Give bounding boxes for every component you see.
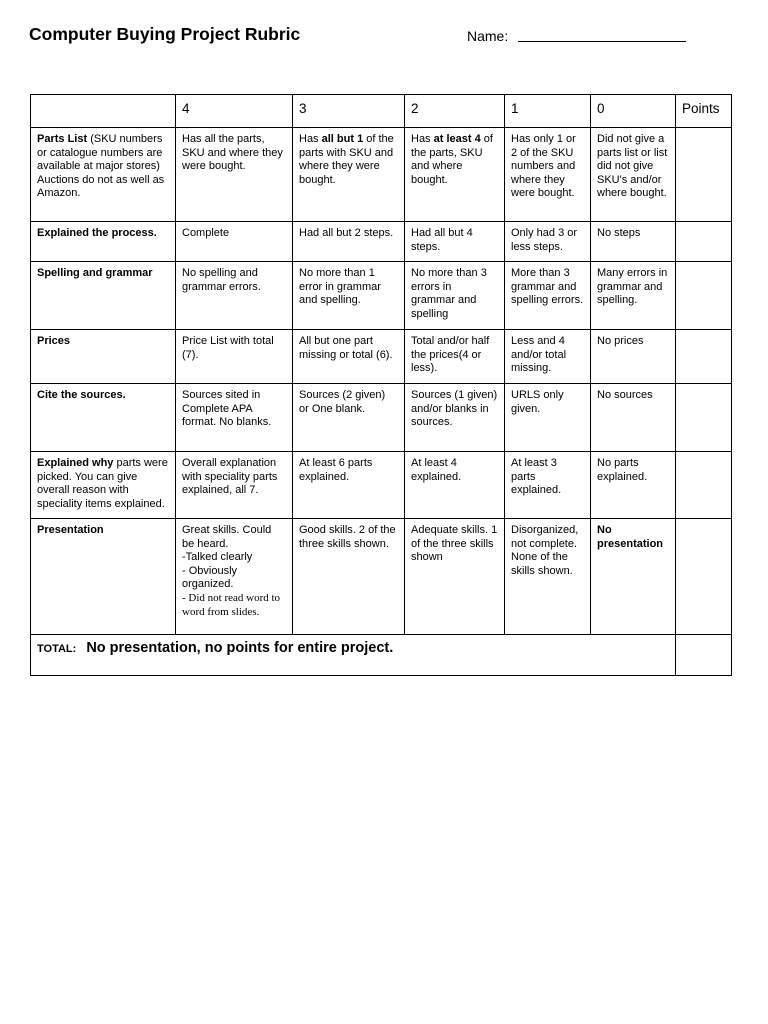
score-2-cell (405, 128, 505, 222)
cell-text: of the parts with SKU and where they were bought. (299, 133, 394, 186)
criterion-explained-why (31, 452, 176, 519)
score-0-cell: No steps (591, 222, 676, 262)
page-title: Computer Buying Project Rubric (29, 24, 301, 44)
score-3-cell: Had all but 2 steps. (293, 222, 405, 262)
score-4-cell: No spelling and grammar errors. (176, 262, 293, 330)
header-cell-2: 2 (405, 95, 505, 128)
score-4-cell (176, 519, 293, 635)
score-0-cell: Many errors in grammar and spelling. (591, 262, 676, 330)
points-cell[interactable] (676, 222, 732, 262)
cell-line: Great skills. Could be heard. (182, 524, 272, 550)
score-2-cell: Adequate skills. 1 of the three skills shown (405, 519, 505, 635)
header-cell-1: 1 (505, 95, 591, 128)
score-0-cell: No sources (591, 384, 676, 452)
row-explained-why (31, 452, 732, 519)
score-2-cell: No more than 3 errors in grammar and spelling (405, 262, 505, 330)
header-row (31, 95, 732, 128)
cell-emphasis: all but 1 (321, 133, 364, 145)
header-cell-criterion (31, 95, 176, 128)
total-cell (31, 635, 676, 676)
name-label: Name: (467, 28, 509, 44)
cell-text: of the parts, SKU and where bought. (411, 133, 493, 186)
criterion-bold: Explained why (37, 457, 114, 469)
points-cell[interactable] (676, 330, 732, 384)
row-spelling (31, 262, 732, 330)
score-3-cell: All but one part missing or total (6). (293, 330, 405, 384)
name-blank-line[interactable] (518, 41, 686, 42)
score-3-cell: At least 6 parts explained. (293, 452, 405, 519)
score-3-cell: Good skills. 2 of the three skills shown. (293, 519, 405, 635)
criterion-bold: Parts List (37, 133, 88, 145)
score-1-cell: At least 3 parts explained. (505, 452, 591, 519)
score-2-cell: Had all but 4 steps. (405, 222, 505, 262)
points-cell[interactable] (676, 519, 732, 635)
row-parts-list (31, 128, 732, 222)
rubric-table (30, 94, 732, 676)
score-2-cell: At least 4 explained. (405, 452, 505, 519)
header-cell-3: 3 (293, 95, 405, 128)
score-3-cell: No more than 1 error in grammar and spelling. (293, 262, 405, 330)
total-label: TOTAL: (37, 643, 77, 655)
score-1-cell: Has only 1 or 2 of the SKU numbers and where they were bought. (505, 128, 591, 222)
score-1-cell: Only had 3 or less steps. (505, 222, 591, 262)
criterion-detail: parts were picked. You can give overall reason with speciality items explained. (37, 457, 168, 510)
score-4-cell: Price List with total (7). (176, 330, 293, 384)
criterion-detail: (SKU numbers or catalogue numbers are available at major stores) Auctions do not as well as Amazon. (37, 133, 165, 200)
criterion-sources: Cite the sources. (31, 384, 176, 452)
score-4-cell: Overall explanation with speciality parts explained, all 7. (176, 452, 293, 519)
score-4-cell: Complete (176, 222, 293, 262)
total-note: No presentation, no points for entire project. (86, 640, 394, 656)
row-presentation (31, 519, 732, 635)
criterion-parts-list (31, 128, 176, 222)
score-0-cell: No prices (591, 330, 676, 384)
row-process (31, 222, 732, 262)
score-2-cell: Sources (1 given) and/or blanks in sources. (405, 384, 505, 452)
score-3-cell: Sources (2 given) or One blank. (293, 384, 405, 452)
points-cell[interactable] (676, 128, 732, 222)
score-0-cell: No presentation (591, 519, 676, 635)
cell-line: -Talked clearly (182, 551, 253, 564)
total-points-cell[interactable] (676, 635, 732, 676)
score-3-cell (293, 128, 405, 222)
row-prices (31, 330, 732, 384)
criterion-spelling: Spelling and grammar (31, 262, 176, 330)
score-4-cell: Has all the parts, SKU and where they were bought. (176, 128, 293, 222)
cell-line: - Did not read word to word from slides. (182, 591, 281, 618)
score-1-cell: More than 3 grammar and spelling errors. (505, 262, 591, 330)
cell-text: Has (411, 133, 434, 145)
points-cell[interactable] (676, 452, 732, 519)
row-sources (31, 384, 732, 452)
criterion-process: Explained the process. (31, 222, 176, 262)
score-1-cell: URLS only given. (505, 384, 591, 452)
row-total (31, 635, 732, 676)
points-cell[interactable] (676, 384, 732, 452)
cell-line: - Obviously organized. (182, 564, 238, 591)
score-1-cell: Disorganized, not complete. None of the skills shown. (505, 519, 591, 635)
score-0-cell: No parts explained. (591, 452, 676, 519)
points-cell[interactable] (676, 262, 732, 330)
score-2-cell: Total and/or half the prices(4 or less). (405, 330, 505, 384)
score-4-cell: Sources sited in Complete APA format. No blanks. (176, 384, 293, 452)
cell-text: Has (299, 133, 322, 145)
header-cell-0: 0 (591, 95, 676, 128)
score-1-cell: Less and 4 and/or total missing. (505, 330, 591, 384)
cell-emphasis: at least 4 (433, 133, 481, 145)
header-cell-4: 4 (176, 95, 293, 128)
criterion-prices: Prices (31, 330, 176, 384)
header-cell-points: Points (676, 95, 732, 128)
criterion-presentation: Presentation (31, 519, 176, 635)
score-0-cell: Did not give a parts list or list did not give SKU's and/or where bought. (591, 128, 676, 222)
